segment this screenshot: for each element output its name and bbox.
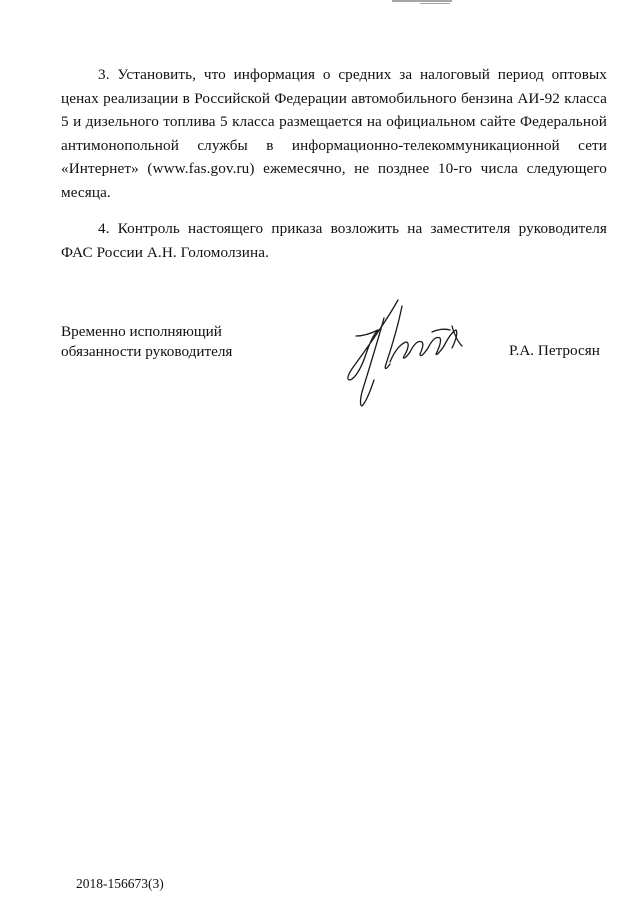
signer-position-line-2: обязанности руководителя xyxy=(61,343,233,360)
paragraph-3: 3. Установить, что информация о средних за налоговый период оптовых ценах реализации в Российской Федерации автомобильного бензина АИ-92 класса 5 и дизельного топлива 5 класса размещается на официальном сайте Федеральной антимонопольной службы в информационно-телекоммуникационной сети «Интернет» (www.fas.gov.ru) ежемесячно, не позднее 10-го числа следующего месяца. xyxy=(61,66,607,201)
scan-artifact-line xyxy=(392,0,452,2)
paragraph-4: 4. Контроль настоящего приказа возложить на заместителя руководителя ФАС России А.Н. Голомолзина. xyxy=(61,220,607,261)
signer-position xyxy=(61,322,232,362)
document-number: 2018-156673(3) xyxy=(76,876,164,891)
signer-name: Р.А. Петросян xyxy=(509,342,600,359)
handwritten-signature xyxy=(340,296,470,410)
signer-position-line-1: Временно исполняющий xyxy=(61,323,222,340)
scan-artifact-line xyxy=(420,3,450,4)
